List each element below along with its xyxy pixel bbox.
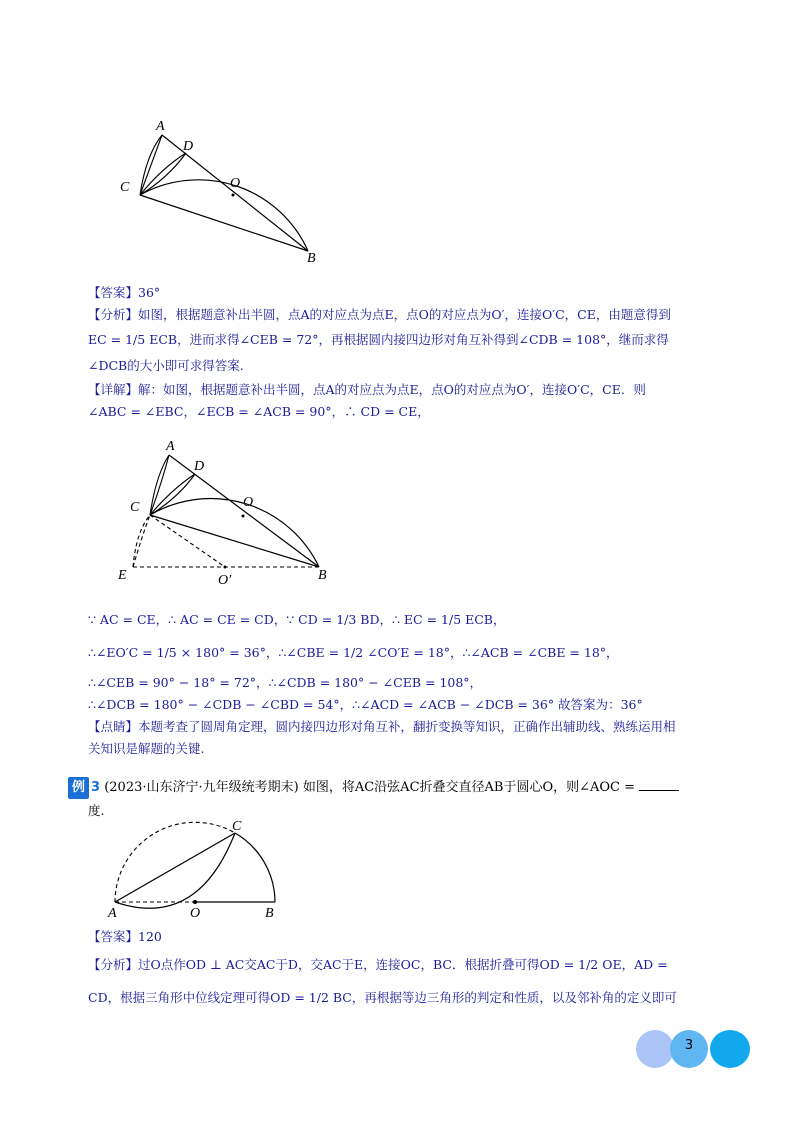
figure-2 [110,432,350,592]
label-C: C [130,500,140,515]
answer-1: 【答案】36° [88,285,161,300]
figure-3 [105,818,295,923]
comment-1-line2: 关知识是解题的关键. [88,741,205,756]
detail-1-line2: ∠ABC = ∠EBC，∠ECB = ∠ACB = 90°，∴ CD = CE， [88,404,430,419]
example-number: 3 [91,780,101,795]
label-O: O [230,176,241,191]
example-3-header [68,777,679,799]
figure-2-svg [110,432,350,592]
label-O: O [190,906,201,921]
page-number: 3 [684,1038,694,1053]
analysis-1-line2: EC = 1/5 ECB，进而求得∠CEB = 72°，再根据圆内接四边形对角互补得到∠CDB = 108°，继而求得 [88,332,669,347]
label-A: A [156,119,165,134]
answer-blank [639,778,679,791]
label-A: A [166,439,175,454]
example-badge: 例 [68,777,89,799]
step-line3: ∴∠CEB = 90° − 18° = 72°，∴∠CDB = 180° − ∠CEB = 108°， [88,675,483,690]
comment-1-line1: 【点睛】本题考查了圆周角定理，圆内接四边形对角互补，翻折变换等知识，正确作出辅助线、熟练运用相 [88,719,676,734]
label-O: O [243,495,254,510]
label-C: C [232,819,242,834]
step-line1: ∵ AC = CE，∴ AC = CE = CD，∵ CD = 1/3 BD，∴ EC = 1/5 ECB， [88,612,506,627]
label-C: C [120,180,130,195]
label-B: B [318,568,327,583]
example-source: (2023·山东济宁·九年级统考期末) [104,780,299,795]
label-A: A [108,906,117,921]
example-3-unit: 度. [88,803,105,818]
analysis-1-line1: 【分析】如图，根据题意补出半圆，点A的对应点为点E，点O的对应点为O′，连接O′C，CE，由题意得到 [88,307,671,322]
detail-1-line1: 【详解】解：如图，根据题意补出半圆，点A的对应点为点E，点O的对应点为O′，连接O′C，CE．则 [88,382,646,397]
label-B: B [265,906,274,921]
deco-circle-3 [710,1030,750,1068]
answer-3: 【答案】120 [88,929,162,944]
label-D: D [183,139,194,154]
deco-circle-1 [636,1030,674,1068]
figure-1-svg [110,110,350,270]
figure-1 [110,110,350,270]
step-line4: ∴∠DCB = 180° − ∠CDB − ∠CBD = 54°，∴∠ACD = ∠ACB − ∠DCB = 36° 故答案为：36° [88,697,643,712]
example-text: 如图，将AC沿弦AC折叠交直径AB于圆心O，则∠AOC = [302,780,636,795]
label-D: D [194,459,205,474]
step-line2: ∴∠EO′C = 1/5 × 180° = 36°，∴∠CBE = 1/2 ∠CO′E = 18°，∴∠ACB = ∠CBE = 18°， [88,645,619,660]
label-E: E [118,568,127,583]
analysis-3-line2: CD，根据三角形中位线定理可得OD = 1/2 BC，再根据等边三角形的判定和性质，以及邻补角的定义即可 [88,990,677,1005]
figure-3-svg [105,818,295,923]
analysis-3-line1: 【分析】过O点作OD ⊥ AC交AC于D，交AC于E，连接OC，BC．根据折叠可得OD = 1/2 OE，AD = [88,957,668,972]
analysis-1-line3: ∠DCB的大小即可求得答案. [88,358,244,373]
label-B: B [307,251,316,266]
label-O-prime: O′ [218,573,232,588]
